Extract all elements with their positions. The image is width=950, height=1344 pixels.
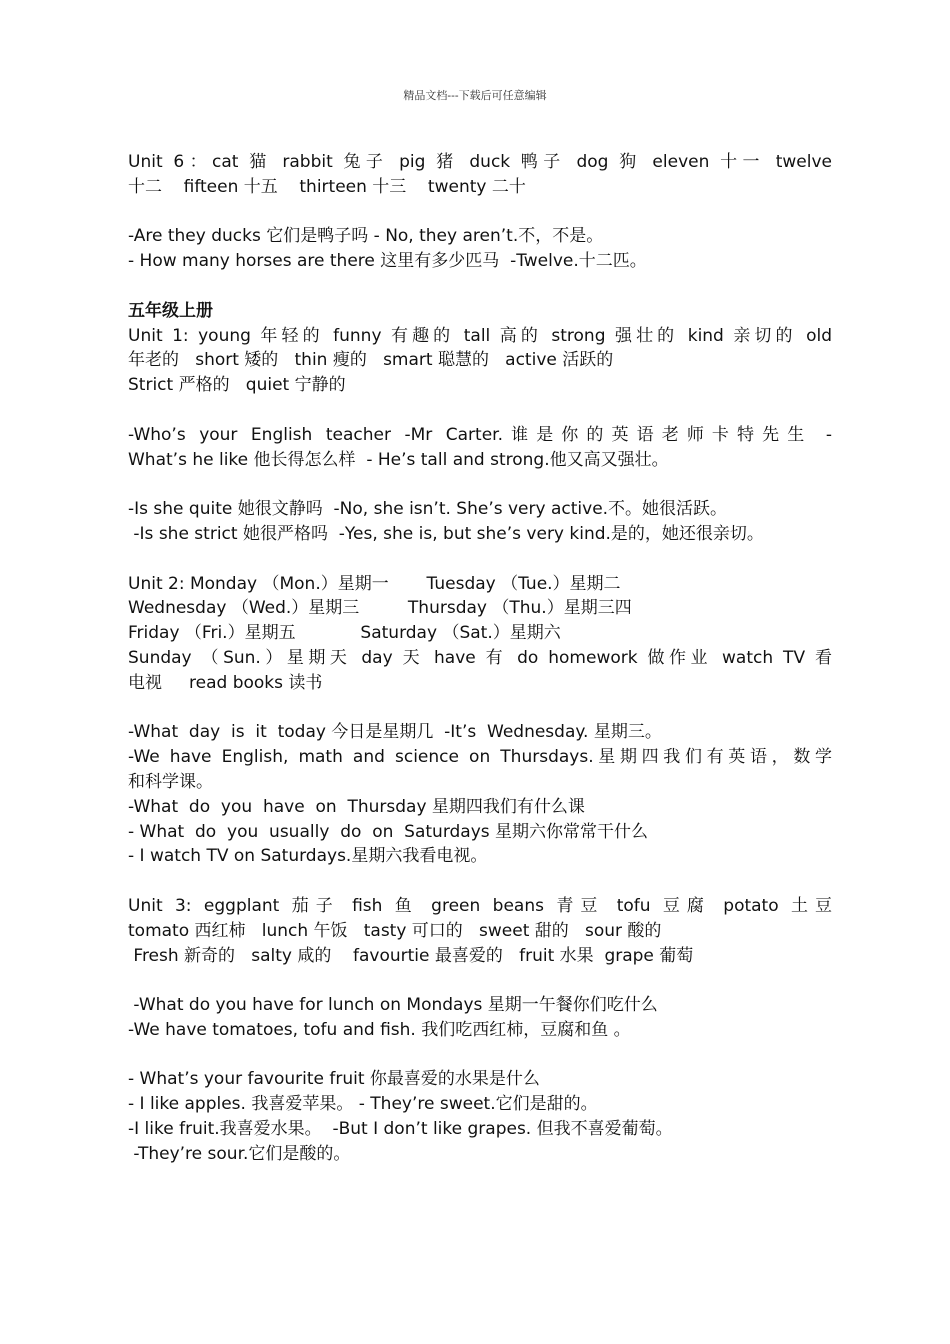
unit6-dialog xyxy=(128,224,832,274)
text-line: 年老的 short 矮的 thin 瘦的 smart 聪慧的 active 活跃的 xyxy=(128,350,614,371)
text-line: -They’re sour.它们是酸的。 xyxy=(128,1143,351,1164)
text-line: -We have English, math and science on Thursdays.星期四我们有英语，数学 xyxy=(128,747,832,768)
text-line: - What’s your favourite fruit 你最喜爱的水果是什么 xyxy=(128,1069,540,1090)
text-line: Strict 严格的 quiet 宁静的 xyxy=(128,375,346,396)
grade5-unit1-vocab xyxy=(128,299,832,398)
unit1-dialog1 xyxy=(128,423,832,473)
text-line: -I like fruit.我喜爱水果。 -But I don’t like grapes. 但我不喜爱葡萄。 xyxy=(128,1119,673,1140)
unit3-dialog2 xyxy=(128,1067,832,1166)
text-line: 和科学课。 xyxy=(128,771,213,792)
text-line: 十二 fifteen 十五 thirteen 十三 twenty 二十 xyxy=(128,176,526,197)
text-line: - I like apples. 我喜爱苹果。 - They’re sweet.它们是甜的。 xyxy=(128,1094,598,1115)
text-line: What’s he like 他长得怎么样 - He’s tall and strong.他又高又强壮。 xyxy=(128,449,669,470)
text-line: - How many horses are there 这里有多少匹马 -Twelve.十二匹。 xyxy=(128,251,647,272)
unit2-dialog xyxy=(128,720,832,869)
text-line: Friday （Fri.）星期五 Saturday （Sat.）星期六 xyxy=(128,623,561,644)
section-heading: 五年级上册 xyxy=(128,300,213,321)
text-line: Wednesday （Wed.）星期三 Thursday （Thu.）星期三四 xyxy=(128,598,632,619)
text-line: - What do you usually do on Saturdays 星期六你常常干什么 xyxy=(128,821,649,842)
unit2-vocab xyxy=(128,572,832,696)
document-body xyxy=(128,150,832,1191)
text-line: -Who’s your English teacher -Mr Carter.谁是你的英语老师卡特先生 - xyxy=(128,424,832,445)
text-line: - I watch TV on Saturdays.星期六我看电视。 xyxy=(128,846,488,867)
text-line: -What do you have on Thursday 星期四我们有什么课 xyxy=(128,796,585,817)
unit1-dialog2 xyxy=(128,497,832,547)
text-line: -Is she strict 她很严格吗 -Yes, she is, but she’s very kind.是的，她还很亲切。 xyxy=(128,523,764,544)
text-line: -We have tomatoes, tofu and fish. 我们吃西红柿，豆腐和鱼 。 xyxy=(128,1019,631,1040)
text-line: tomato 西红柿 lunch 午饭 tasty 可口的 sweet 甜的 sour 酸的 xyxy=(128,920,662,941)
text-line: -Are they ducks 它们是鸭子吗 - No, they aren’t.不，不是。 xyxy=(128,226,604,247)
unit3-vocab xyxy=(128,894,832,968)
page-header: 精品文档---下载后可任意编辑 xyxy=(403,89,547,102)
text-line: -Is she quite 她很文静吗 -No, she isn’t. She’s very active.不。她很活跃。 xyxy=(128,499,728,520)
text-line: -What do you have for lunch on Mondays 星期一午餐你们吃什么 xyxy=(128,995,658,1016)
unit3-dialog1 xyxy=(128,993,832,1043)
text-line: Fresh 新奇的 salty 咸的 favourtie 最喜爱的 fruit 水果 grape 葡萄 xyxy=(128,945,694,966)
text-line: Unit 2: Monday （Mon.）星期一 Tuesday （Tue.）星期二 xyxy=(128,573,621,594)
text-line: Unit 6：cat 猫 rabbit 兔子 pig 猪 duck 鸭子 dog 狗 eleven 十一 twelve xyxy=(128,152,832,172)
text-line: -What day is it today 今日是星期几 -It’s Wednesday. 星期三。 xyxy=(128,722,662,743)
text-line: Sunday （Sun.）星期天 day 天 have 有 do homework 做作业 watch TV 看 xyxy=(128,647,832,668)
unit6-vocab xyxy=(128,150,832,200)
text-line: Unit 3: eggplant 茄子 fish 鱼 green beans 青豆 tofu 豆腐 potato 土豆 xyxy=(128,895,832,916)
text-line: 电视 read books 读书 xyxy=(128,672,323,693)
text-line: Unit 1: young 年轻的 funny 有趣的 tall 高的 strong 强壮的 kind 亲切的 old xyxy=(128,325,832,346)
